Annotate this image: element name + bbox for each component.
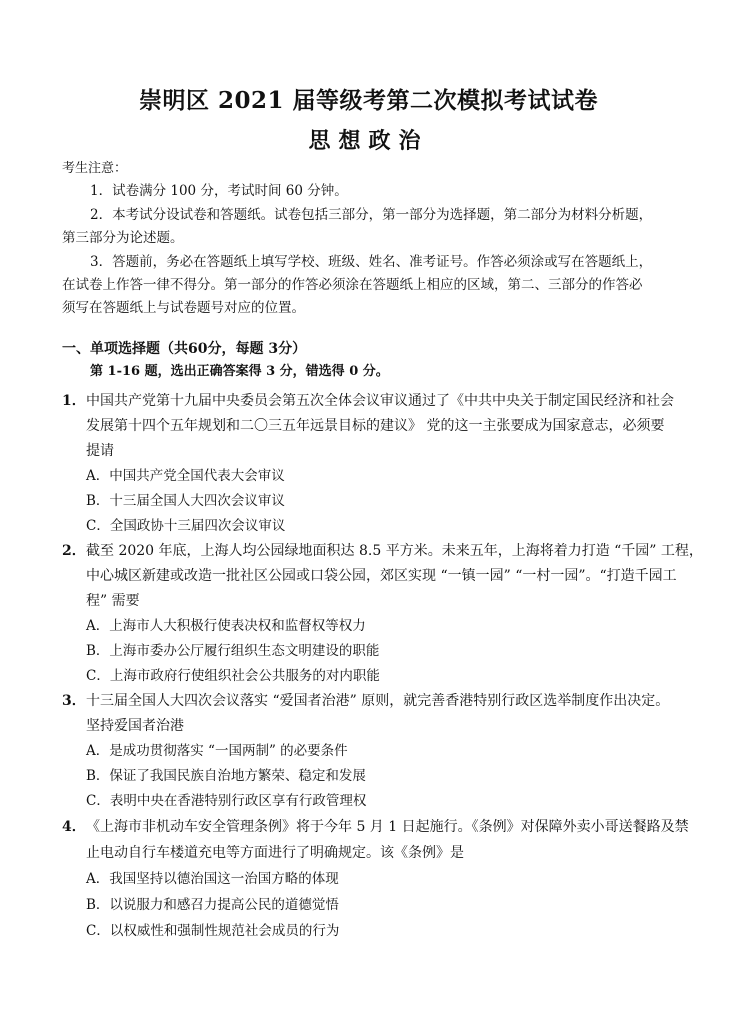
option-b: B．保证了我国民族自治地方繁荣、稳定和发展 [86, 768, 366, 784]
question-text-line: 中国共产党第十九届中央委员会第五次全体会议审议通过了《中共中央关于制定国民经济和社会 [86, 393, 674, 409]
option-c: C．表明中央在香港特别行政区享有行政管理权 [86, 793, 367, 809]
notice-item-2-line-1: 2．本考试分设试卷和答题纸。试卷包括三部分，第一部分为选择题，第二部分为材料分析题， [90, 207, 653, 223]
option-b: B．十三届全国人大四次会议审议 [86, 493, 285, 509]
question-text-line: 发展第十四个五年规划和二〇三五年远景目标的建议》 党的这一主张要成为国家意志，必须要 [86, 418, 665, 434]
notice-item-3-line-2: 在试卷上作答一律不得分。第一部分的作答必须涂在答题纸上相应的区域，第二、三部分的作答必 [62, 277, 643, 293]
exam-title: 崇明区 2021 届等级考第二次模拟考试试卷 [138, 87, 599, 114]
option-b: B．以说服力和感召力提高公民的道德觉悟 [86, 897, 339, 913]
question-number: 4． [62, 819, 86, 835]
question-text-line: 坚持爱国者治港 [86, 718, 184, 734]
option-c: C．以权威性和强制性规范社会成员的行为 [86, 923, 340, 939]
question-text-line: 提请 [86, 443, 114, 459]
section-title: 一、单项选择题（共60分，每题 3分） [62, 341, 307, 357]
option-a: A．中国共产党全国代表大会审议 [86, 468, 285, 484]
question-text-line: 十三届全国人大四次会议落实 “爱国者治港” 原则，就完善香港特别行政区选举制度作出决定。 [86, 693, 670, 709]
question-text-line: 截至 2020 年底，上海人均公园绿地面积达 8.5 平方米。未来五年，上海将着力打造 “千园” 工程， [86, 543, 703, 559]
option-a: A．上海市人大积极行使表决权和监督权等权力 [86, 618, 366, 634]
option-b: B．上海市委办公厅履行组织生态文明建设的职能 [86, 643, 380, 659]
question-number: 3． [62, 693, 86, 709]
option-a: A．是成功贯彻落实 “一国两制” 的必要条件 [86, 743, 348, 759]
option-c: C．上海市政府行使组织社会公共服务的对内职能 [86, 668, 380, 684]
question-text-line: 中心城区新建或改造一批社区公园或口袋公园，郊区实现 “一镇一园” “一村一园”。“打造千园工 [86, 568, 677, 584]
notice-item-1: 1．试卷满分 100 分，考试时间 60 分钟。 [90, 183, 348, 199]
notice-heading: 考生注意： [62, 161, 128, 176]
option-a: A．我国坚持以德治国这一治国方略的体现 [86, 871, 339, 887]
question-number: 1． [62, 393, 86, 409]
question-text-line: 程” 需要 [86, 593, 140, 609]
notice-item-3-line-3: 须写在答题纸上与试卷题号对应的位置。 [62, 300, 305, 316]
question-text-line: 《上海市非机动车安全管理条例》将于今年 5 月 1 日起施行。《条例》对保障外卖小哥送餐路及禁 [86, 819, 689, 835]
notice-item-2-line-2: 第三部分为论述题。 [62, 230, 184, 246]
option-c: C．全国政协十三届四次会议审议 [86, 518, 286, 534]
section-instruction: 第 1-16 题，选出正确答案得 3 分，错选得 0 分。 [90, 364, 389, 379]
question-number: 2． [62, 543, 86, 559]
exam-subject: 思想政治 [308, 128, 429, 154]
notice-item-3-line-1: 3．答题前，务必在答题纸上填写学校、班级、姓名、准考证号。作答必须涂或写在答题纸上， [90, 254, 653, 270]
question-text-line: 止电动自行车楼道充电等方面进行了明确规定。该《条例》是 [86, 845, 464, 861]
